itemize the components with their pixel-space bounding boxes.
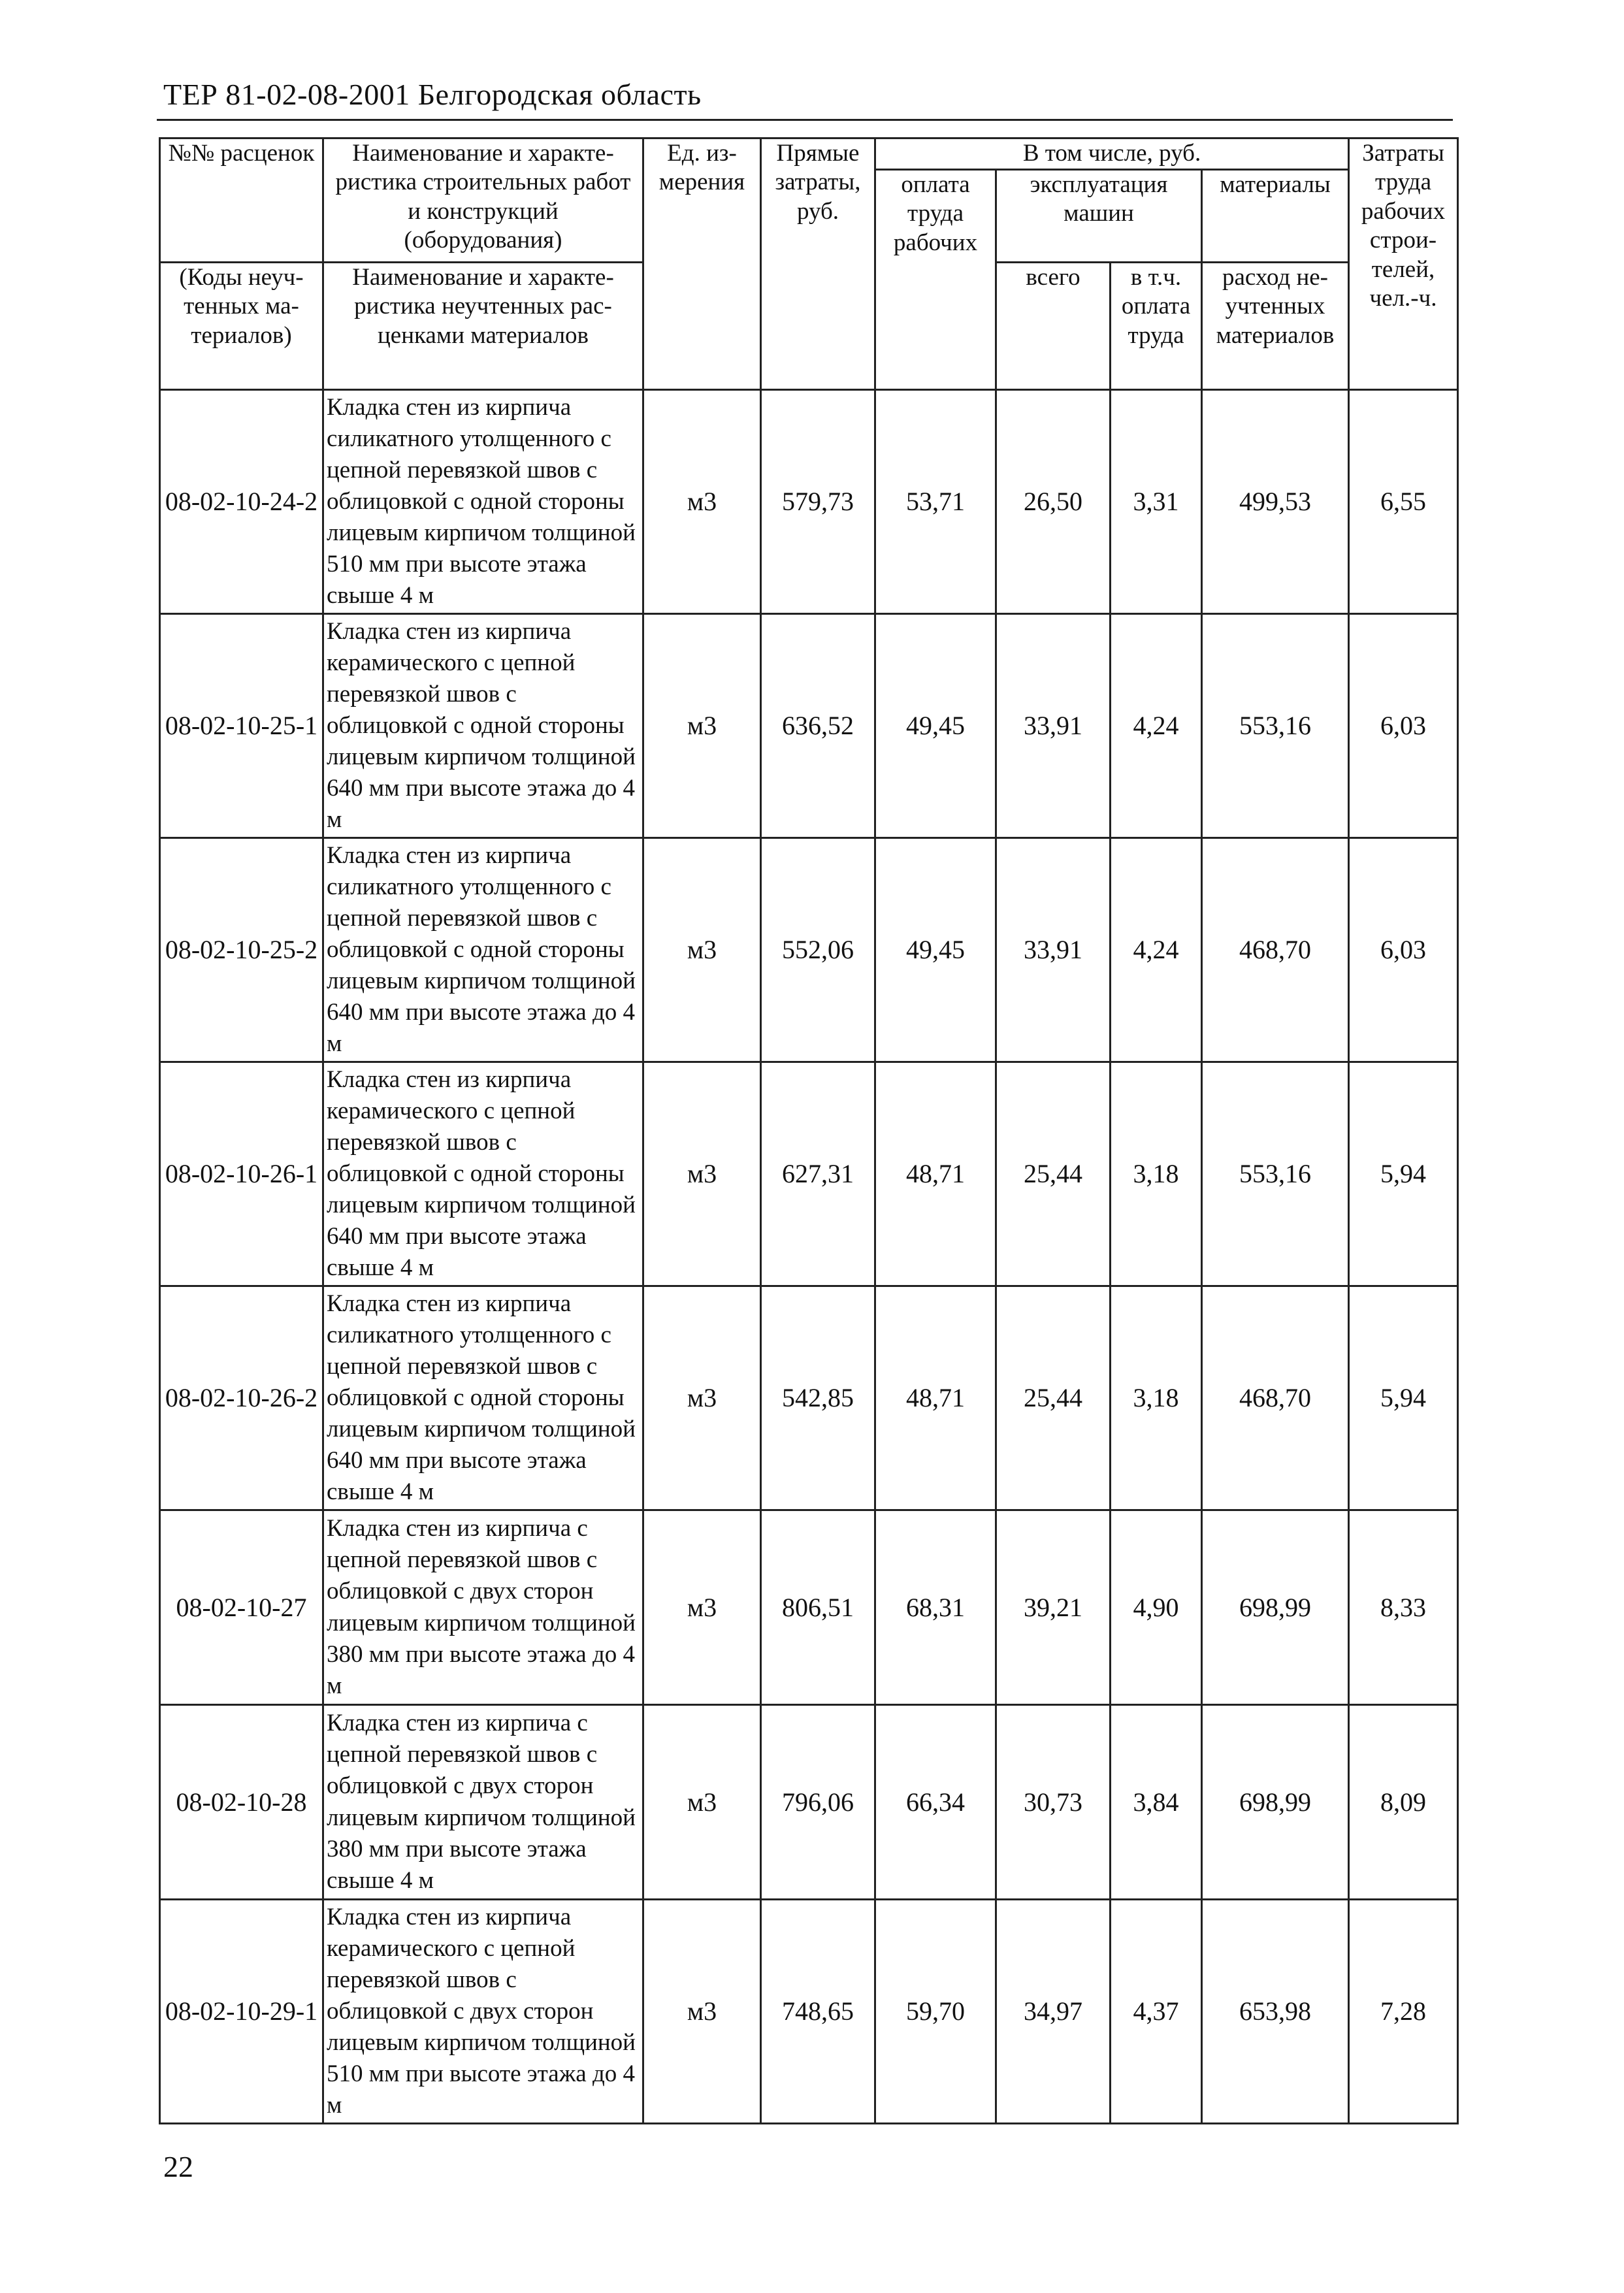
work-description: Кладка стен из кирпича силикатного утолщенного с цепной перевязкой швов с облицовкой с одной стороны лицевым кирпичом толщиной 510 мм при высоте этажа свыше 4 м xyxy=(323,390,643,614)
header-code-bottom: (Коды неуч-тенных ма-териалов) xyxy=(160,263,323,390)
machines-total-cell: 26,50 xyxy=(996,390,1111,614)
direct-cost-cell: 806,51 xyxy=(761,1510,875,1705)
rate-code: 08-02-10-25-2 xyxy=(160,838,323,1062)
work-description: Кладка стен из кирпича силикатного утолщенного с цепной перевязкой швов с облицовкой с одной стороны лицевым кирпичом толщиной 640 мм при высоте этажа до 4 м xyxy=(323,838,643,1062)
header-machines-wages: в т.ч. оплата труда xyxy=(1111,263,1202,390)
materials-cell: 698,99 xyxy=(1202,1510,1349,1705)
header-labor-costs: Затраты труда рабочих строи-телей, чел.-ч. xyxy=(1349,138,1458,390)
work-description: Кладка стен из кирпича керамического с цепной перевязкой швов с облицовкой с одной стороны лицевым кирпичом толщиной 640 мм при высоте этажа свыше 4 м xyxy=(323,1062,643,1286)
wages-cell: 59,70 xyxy=(875,1900,996,2124)
header-direct-costs: Прямые затраты, руб. xyxy=(761,138,875,390)
table-row xyxy=(160,838,1458,1062)
table-header xyxy=(160,138,1458,390)
rate-code: 08-02-10-25-1 xyxy=(160,614,323,838)
materials-cell: 653,98 xyxy=(1202,1900,1349,2124)
wages-cell: 68,31 xyxy=(875,1510,996,1705)
labor-cell: 6,55 xyxy=(1349,390,1458,614)
header-including: В том числе, руб. xyxy=(875,138,1349,170)
header-name-top: Наименование и характе-ристика строительных работ и конструкций (оборудования) xyxy=(323,138,643,263)
wages-cell: 53,71 xyxy=(875,390,996,614)
table-row xyxy=(160,1705,1458,1900)
unit-cell: м3 xyxy=(643,1900,761,2124)
table-row xyxy=(160,1062,1458,1286)
machines-wages-cell: 3,18 xyxy=(1111,1062,1202,1286)
materials-cell: 553,16 xyxy=(1202,614,1349,838)
machines-wages-cell: 3,84 xyxy=(1111,1705,1202,1900)
table-body xyxy=(160,390,1458,2124)
wages-cell: 48,71 xyxy=(875,1062,996,1286)
document-header: ТЕР 81-02-08-2001 Белгородская область xyxy=(163,78,702,111)
unit-cell: м3 xyxy=(643,390,761,614)
page-number: 22 xyxy=(163,2150,193,2183)
work-description: Кладка стен из кирпича с цепной перевязкой швов с облицовкой с двух сторон лицевым кирпичом толщиной 380 мм при высоте этажа до 4 м xyxy=(323,1510,643,1705)
header-wages: оплата труда рабочих xyxy=(875,170,996,390)
materials-cell: 468,70 xyxy=(1202,838,1349,1062)
table-row xyxy=(160,390,1458,614)
table-row xyxy=(160,1510,1458,1705)
machines-total-cell: 34,97 xyxy=(996,1900,1111,2124)
machines-total-cell: 33,91 xyxy=(996,614,1111,838)
materials-cell: 499,53 xyxy=(1202,390,1349,614)
table-row xyxy=(160,614,1458,838)
labor-cell: 5,94 xyxy=(1349,1062,1458,1286)
materials-cell: 553,16 xyxy=(1202,1062,1349,1286)
labor-cell: 8,33 xyxy=(1349,1510,1458,1705)
direct-cost-cell: 748,65 xyxy=(761,1900,875,2124)
rate-code: 08-02-10-26-1 xyxy=(160,1062,323,1286)
machines-wages-cell: 4,24 xyxy=(1111,838,1202,1062)
labor-cell: 6,03 xyxy=(1349,614,1458,838)
table-row xyxy=(160,1286,1458,1510)
machines-total-cell: 25,44 xyxy=(996,1062,1111,1286)
header-machines-total: всего xyxy=(996,263,1111,390)
rate-code: 08-02-10-29-1 xyxy=(160,1900,323,2124)
table-row xyxy=(160,1900,1458,2124)
machines-total-cell: 39,21 xyxy=(996,1510,1111,1705)
labor-cell: 5,94 xyxy=(1349,1286,1458,1510)
machines-wages-cell: 4,24 xyxy=(1111,614,1202,838)
header-unit: Ед. из-мерения xyxy=(643,138,761,390)
header-machines: эксплуатация машин xyxy=(996,170,1202,263)
header-code-top: №№ расценок xyxy=(160,138,323,263)
header-name-bottom: Наименование и характе-ристика неучтенных рас-ценками материалов xyxy=(323,263,643,390)
rate-code: 08-02-10-28 xyxy=(160,1705,323,1900)
header-divider xyxy=(157,119,1453,121)
wages-cell: 49,45 xyxy=(875,838,996,1062)
machines-total-cell: 30,73 xyxy=(996,1705,1111,1900)
machines-total-cell: 25,44 xyxy=(996,1286,1111,1510)
machines-wages-cell: 4,37 xyxy=(1111,1900,1202,2124)
rate-code: 08-02-10-27 xyxy=(160,1510,323,1705)
work-description: Кладка стен из кирпича керамического с цепной перевязкой швов с облицовкой с двух сторон лицевым кирпичом толщиной 510 мм при высоте этажа до 4 м xyxy=(323,1900,643,2124)
wages-cell: 66,34 xyxy=(875,1705,996,1900)
materials-cell: 698,99 xyxy=(1202,1705,1349,1900)
direct-cost-cell: 552,06 xyxy=(761,838,875,1062)
work-description: Кладка стен из кирпича силикатного утолщенного с цепной перевязкой швов с облицовкой с одной стороны лицевым кирпичом толщиной 640 мм при высоте этажа свыше 4 м xyxy=(323,1286,643,1510)
header-materials: материалы xyxy=(1202,170,1349,263)
unit-cell: м3 xyxy=(643,1286,761,1510)
unit-cell: м3 xyxy=(643,1510,761,1705)
materials-cell: 468,70 xyxy=(1202,1286,1349,1510)
work-description: Кладка стен из кирпича керамического с цепной перевязкой швов с облицовкой с одной стороны лицевым кирпичом толщиной 640 мм при высоте этажа до 4 м xyxy=(323,614,643,838)
rate-code: 08-02-10-24-2 xyxy=(160,390,323,614)
direct-cost-cell: 796,06 xyxy=(761,1705,875,1900)
unit-cell: м3 xyxy=(643,1705,761,1900)
header-materials-unaccounted: расход не-учтенных материалов xyxy=(1202,263,1349,390)
unit-cell: м3 xyxy=(643,838,761,1062)
direct-cost-cell: 636,52 xyxy=(761,614,875,838)
machines-wages-cell: 3,31 xyxy=(1111,390,1202,614)
machines-wages-cell: 4,90 xyxy=(1111,1510,1202,1705)
direct-cost-cell: 542,85 xyxy=(761,1286,875,1510)
labor-cell: 8,09 xyxy=(1349,1705,1458,1900)
rate-code: 08-02-10-26-2 xyxy=(160,1286,323,1510)
direct-cost-cell: 627,31 xyxy=(761,1062,875,1286)
rates-table xyxy=(159,137,1459,2124)
wages-cell: 48,71 xyxy=(875,1286,996,1510)
machines-wages-cell: 3,18 xyxy=(1111,1286,1202,1510)
work-description: Кладка стен из кирпича с цепной перевязкой швов с облицовкой с двух сторон лицевым кирпичом толщиной 380 мм при высоте этажа свыше 4 м xyxy=(323,1705,643,1900)
wages-cell: 49,45 xyxy=(875,614,996,838)
unit-cell: м3 xyxy=(643,614,761,838)
labor-cell: 6,03 xyxy=(1349,838,1458,1062)
machines-total-cell: 33,91 xyxy=(996,838,1111,1062)
direct-cost-cell: 579,73 xyxy=(761,390,875,614)
unit-cell: м3 xyxy=(643,1062,761,1286)
labor-cell: 7,28 xyxy=(1349,1900,1458,2124)
